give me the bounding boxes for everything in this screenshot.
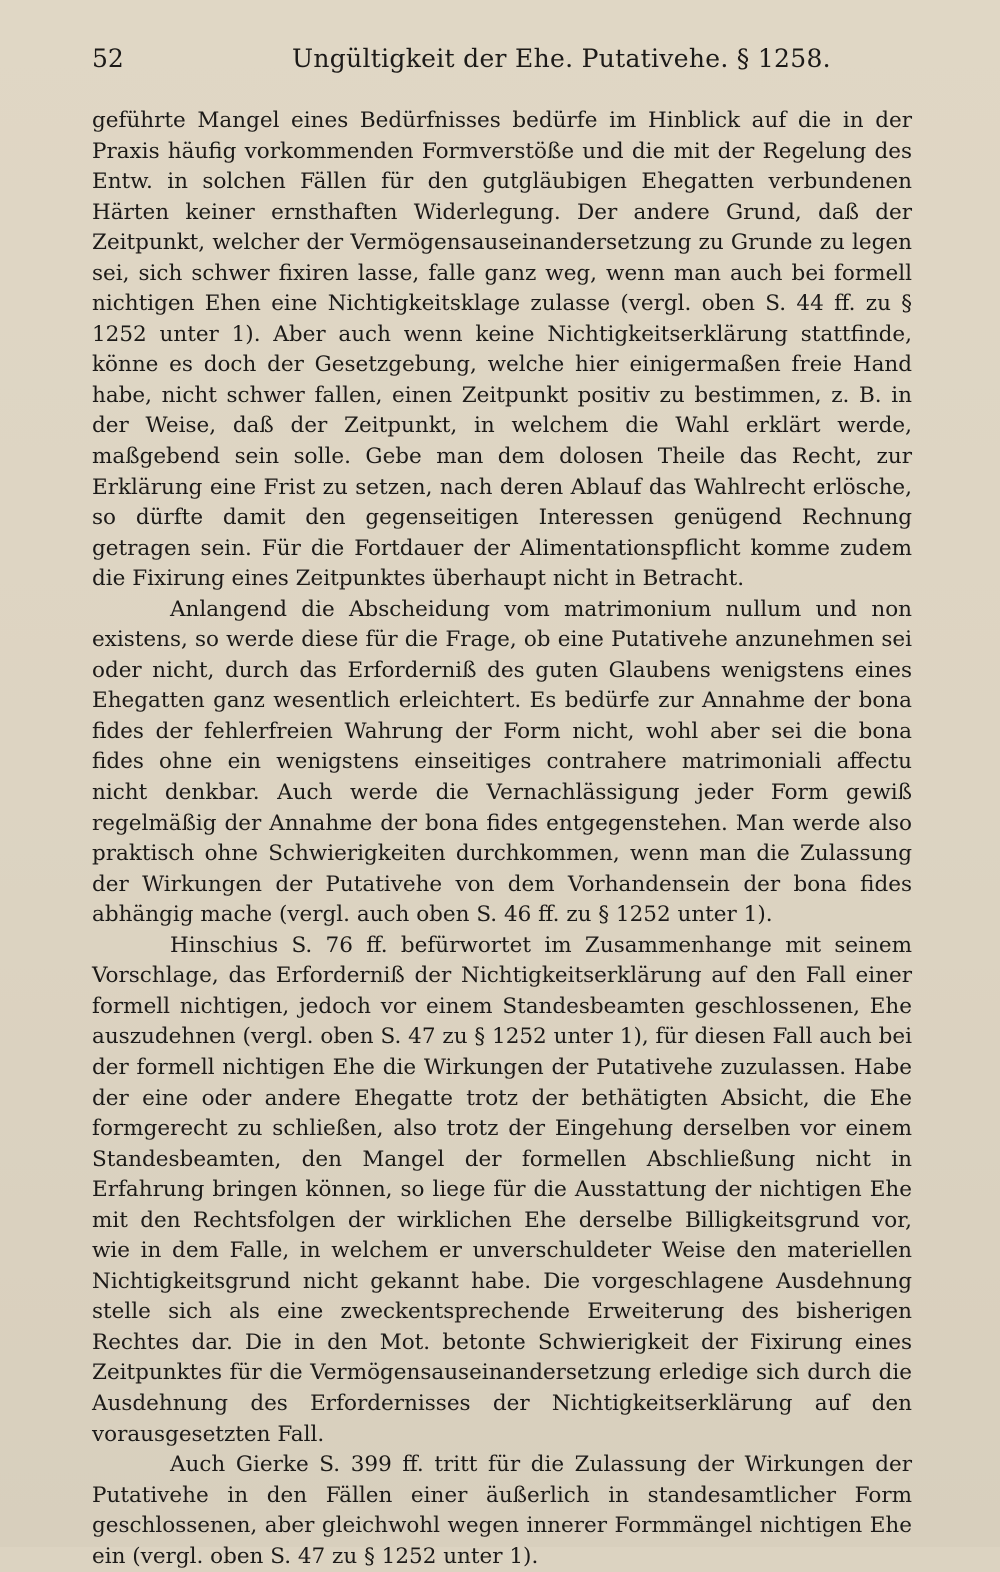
paragraph-4: Auch Gierke S. 399 ff. tritt für die Zulassung der Wirkungen der Putativehe in den Fällen einer äußerlich in standesamtlicher Form geschlossenen, aber gleichwohl wegen innerer Formmängel nichtigen Ehe ein (vergl. oben S. 47 zu § 1252 unter 1).: [92, 1452, 912, 1569]
paragraph-2: Anlangend die Abscheidung vom matrimonium nullum und non existens, so werde diese für die Frage, ob eine Putativehe anzunehmen sei oder nicht, durch das Erforderniß des guten Glaubens wenigstens eines Ehegatten ganz wesentlich erleichtert. Es bedürfe zur Annahme der bona fides der fehlerfreien Wahrung der Form nicht, wohl aber sei die bona fides ohne ein wenigstens einseitiges contrahere matrimoniali affectu nicht denkbar. Auch werde die Vernachlässigung jeder Form gewiß regelmäßig der Annahme der bona fides entgegenstehen. Man werde also praktisch ohne Schwierigkeiten durchkommen, wenn man die Zulassung der Wirkungen der Putativehe von dem Vorhandensein der bona fides abhängig mache (vergl. auch oben S. 46 ff. zu § 1252 unter 1).: [92, 596, 912, 928]
running-head: Ungültigkeit der Ehe. Putativehe. § 1258.: [292, 44, 831, 73]
paragraph-1: geführte Mangel eines Bedürfnisses bedürfe im Hinblick auf die in der Praxis häufig vorkommenden Formverstöße und die mit der Regelung des Entw. in solchen Fällen für den gutgläubigen Ehegatten verbundenen Härten keiner ernsthaften Widerlegung. Der andere Grund, daß der Zeitpunkt, welcher der Vermögensauseinandersetzung zu Grunde zu legen sei, sich schwer fixiren lasse, falle ganz weg, wenn man auch bei formell nichtigen Ehen eine Nichtigkeitsklage zulasse (vergl. oben S. 44 ff. zu § 1252 unter 1). Aber auch wenn keine Nichtigkeitserklärung stattfinde, könne es doch der Gesetzgebung, welche hier einigermaßen freie Hand habe, nicht schwer fallen, einen Zeitpunkt positiv zu bestimmen, z. B. in der Weise, daß der Zeitpunkt, in welchem die Wahl erklärt werde, maßgebend sein solle. Gebe man dem dolosen Theile das Recht, zur Erklärung eine Frist zu setzen, nach deren Ablauf das Wahlrecht erlösche, so dürfte damit den gegenseitigen Interessen genügend Rechnung getragen sein. Für die Fortdauer der Alimentationspflicht komme zudem die Fixirung eines Zeitpunktes überhaupt nicht in Betracht.: [92, 108, 912, 592]
page-header: [92, 44, 912, 84]
body-text: [92, 106, 912, 1572]
page-number: 52: [92, 44, 124, 73]
paragraph-3: Hinschius S. 76 ff. befürwortet im Zusammenhange mit seinem Vorschlage, das Erforderniß der Nichtigkeitserklärung auf den Fall einer formell nichtigen, jedoch vor einem Standesbeamten geschlossenen, Ehe auszudehnen (vergl. oben S. 47 zu § 1252 unter 1), für diesen Fall auch bei der formell nichtigen Ehe die Wirkungen der Putativehe zuzulassen. Habe der eine oder andere Ehegatte trotz der bethätigten Absicht, die Ehe formgerecht zu schließen, also trotz der Eingehung derselben vor einem Standesbeamten, den Mangel der formellen Abschließung nicht in Erfahrung bringen können, so liege für die Ausstattung der nichtigen Ehe mit den Rechtsfolgen der wirklichen Ehe derselbe Billigkeitsgrund vor, wie in dem Falle, in welchem er unverschuldeter Weise den materiellen Nichtigkeitsgrund nicht gekannt habe. Die vorgeschlagene Ausdehnung stelle sich als eine zweckentsprechende Erweiterung des bisherigen Rechtes dar. Die in den Mot. betonte Schwierigkeit der Fixirung eines Zeitpunktes für die Vermögensauseinandersetzung erledige sich durch die Ausdehnung des Erfordernisses der Nichtigkeitserklärung auf den vorausgesetzten Fall.: [92, 932, 912, 1447]
